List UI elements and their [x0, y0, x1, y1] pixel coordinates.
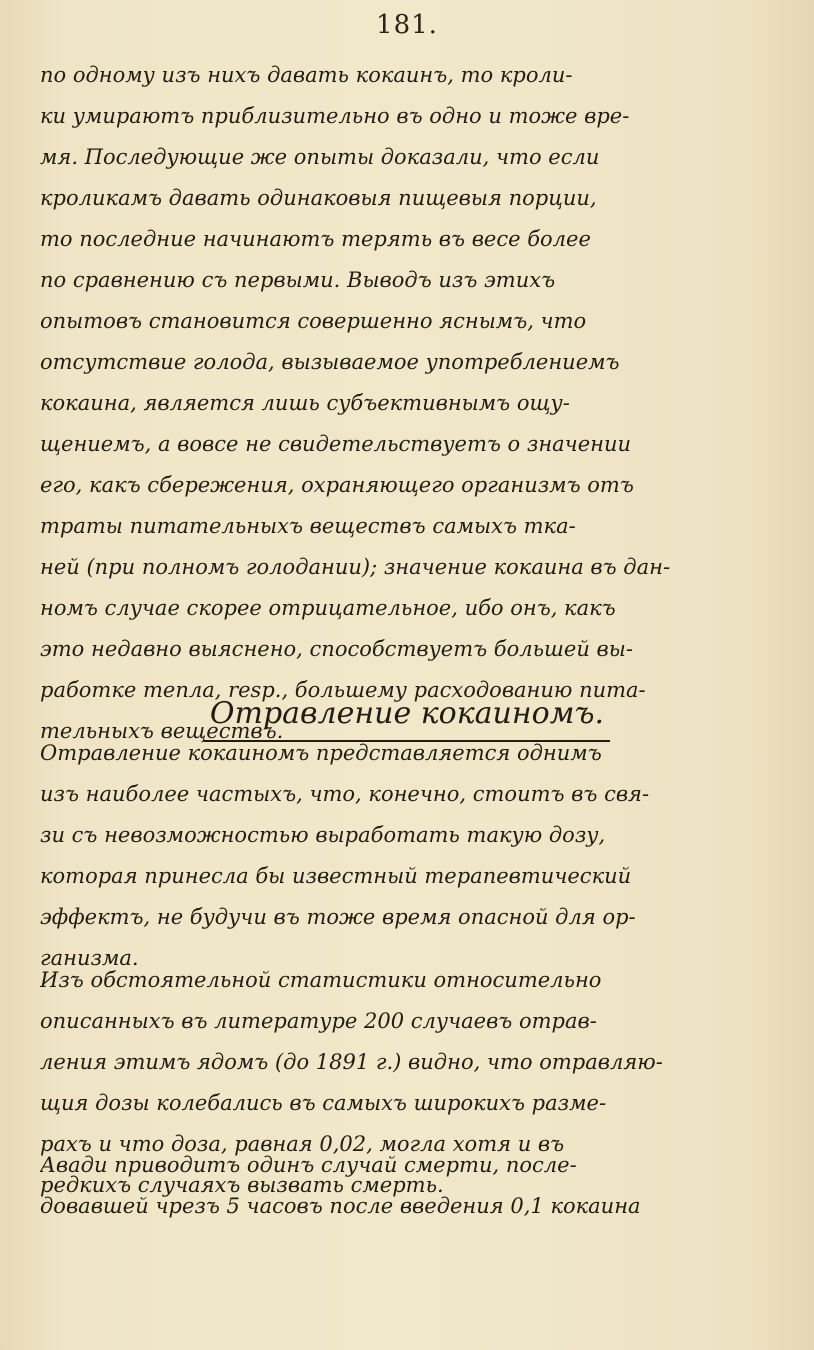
text-line: эффектъ, не будучи въ тоже время опасной для ор-: [40, 905, 636, 929]
text-line: ней (при полномъ голодании); значение кокаина въ дан-: [40, 555, 671, 579]
text-line: траты питательныхъ веществъ самыхъ тка-: [40, 514, 576, 538]
paragraph-1: [40, 55, 780, 752]
text-line: кокаина, является лишь субъективнымъ ощу-: [40, 391, 570, 415]
section-heading-text: Отравление кокаиномъ.: [204, 690, 610, 742]
text-line: мя. Последующие же опыты доказали, что если: [40, 145, 600, 169]
page-number: 181.: [376, 10, 438, 40]
text-line: изъ наиболее частыхъ, что, конечно, стоитъ въ свя-: [40, 782, 650, 806]
text-line: ганизма.: [40, 946, 139, 970]
text-line: довавшей чрезъ 5 часовъ после введения 0,1 кокаина: [40, 1194, 641, 1218]
text-line: редкихъ случаяхъ вызвать смерть.: [40, 1173, 444, 1197]
text-line: его, какъ сбережения, охраняющего организмъ отъ: [40, 473, 634, 497]
text-line: Отравление кокаиномъ представляется однимъ: [40, 741, 602, 765]
text-line: зи съ невозможностью выработать такую дозу,: [40, 823, 606, 847]
paragraph-2: [40, 733, 780, 979]
text-line: то последние начинаютъ терять въ весе более: [40, 227, 591, 251]
text-line: ки умираютъ приблизительно въ одно и тоже вре-: [40, 104, 630, 128]
text-line: щениемъ, а вовсе не свидетельствуетъ о значении: [40, 432, 632, 456]
text-line: работке тепла, resp., большему расходованию пита-: [40, 678, 646, 702]
text-line: которая принесла бы известный терапевтический: [40, 864, 632, 888]
text-line: кроликамъ давать одинаковыя пищевыя порции,: [40, 186, 597, 210]
text-line: тельныхъ веществъ.: [40, 719, 284, 743]
text-line: описанныхъ въ литературе 200 случаевъ отрав-: [40, 1009, 597, 1033]
text-line: Изъ обстоятельной статистики относительно: [40, 968, 602, 992]
text-line: рахъ и что доза, равная 0,02, могла хотя и въ: [40, 1132, 565, 1156]
text-line: по сравнению съ первыми. Выводъ изъ этихъ: [40, 268, 556, 292]
text-line: по одному изъ нихъ давать кокаинъ, то кроли-: [40, 63, 573, 87]
text-line: Авади приводитъ одинъ случай смерти, после-: [40, 1153, 577, 1177]
text-line: опытовъ становится совершенно яснымъ, что: [40, 309, 587, 333]
paragraph-4: [40, 1145, 780, 1227]
text-line: номъ случае скорее отрицательное, ибо онъ, какъ: [40, 596, 616, 620]
text-line: отсутствие голода, вызываемое употреблениемъ: [40, 350, 620, 374]
text-line: ления этимъ ядомъ (до 1891 г.) видно, что отравляю-: [40, 1050, 663, 1074]
text-line: это недавно выяснено, способствуетъ большей вы-: [40, 637, 633, 661]
text-line: щия дозы колебались въ самыхъ широкихъ разме-: [40, 1091, 607, 1115]
